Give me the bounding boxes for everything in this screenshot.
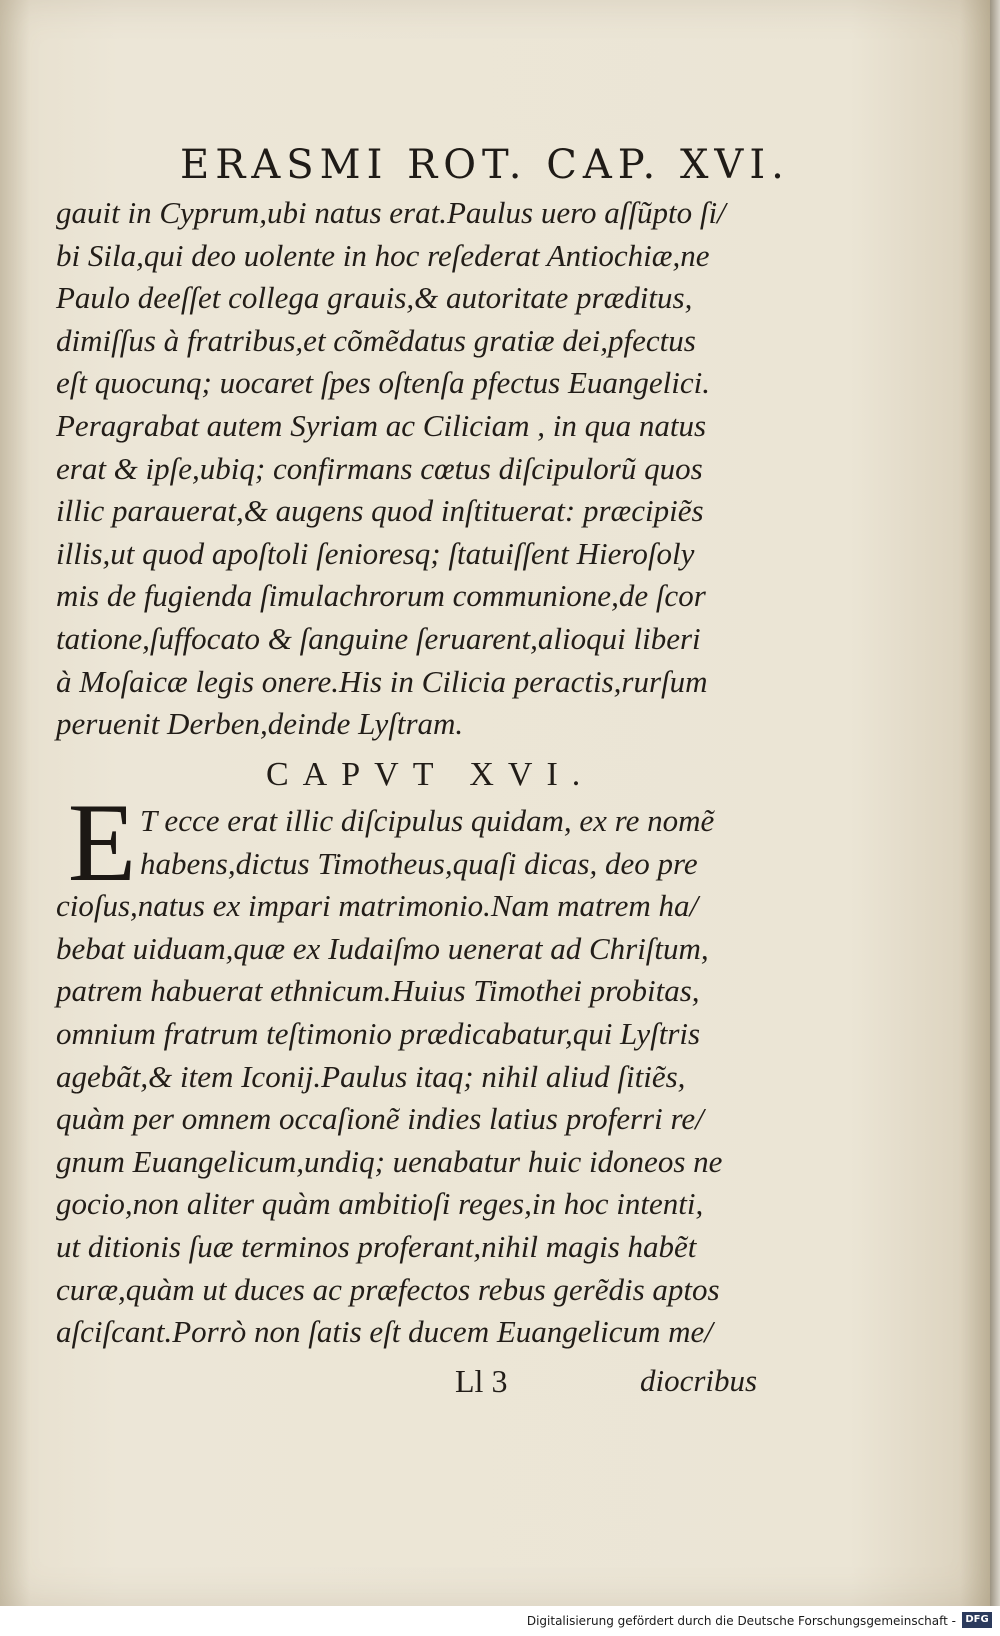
text-line: dimiſſus à fratribus,et cõmẽdatus gratiæ dei,pfectus bbox=[56, 322, 696, 358]
catchword: diocribus bbox=[640, 1363, 758, 1398]
text-line: Paulo deeſſet collega grauis,& autoritate præditus, bbox=[56, 280, 693, 316]
running-head: ERASMI ROT. CAP. XVI. bbox=[180, 142, 790, 188]
text-line: curæ,quàm ut duces ac præfectos rebus gerẽdis aptos bbox=[56, 1271, 720, 1307]
text-block-before-chapter bbox=[56, 192, 776, 746]
text-line: à Moſaicæ legis onere.His in Cilicia peractis,rurſum bbox=[56, 663, 708, 699]
text-line: illis,ut quod apoſtoli ſenioresq; ſtatuiſſent Hieroſoly bbox=[56, 535, 695, 571]
text-line: mis de fugienda ſimulachrorum communione,de ſcor bbox=[56, 578, 706, 614]
text-line: quàm per omnem occaſionẽ indies latius proferri re/ bbox=[56, 1101, 704, 1137]
text-line: Peragrabat autem Syriam ac Ciliciam , in qua natus bbox=[56, 407, 707, 443]
drop-cap-initial: E bbox=[67, 781, 137, 905]
text-line: T ecce erat illic diſcipulus quidam, ex re nomẽ bbox=[140, 803, 715, 838]
dfg-logo-icon: DFG bbox=[962, 1612, 992, 1628]
text-line: bebat uiduam,quæ ex Iudaiſmo uenerat ad Chriſtum, bbox=[56, 930, 709, 966]
funding-footer-bar bbox=[0, 1606, 1000, 1636]
signature-mark: Ll 3 bbox=[455, 1363, 508, 1399]
text-line: ut ditionis ſuæ terminos proferant,nihil magis habẽt bbox=[56, 1228, 697, 1264]
text-line: eſt quocunq; uocaret ſpes oſtenſa pfectus Euangelici. bbox=[56, 365, 710, 401]
text-line: aſciſcant.Porrò non ſatis eſt ducem Euangelicum me/ bbox=[56, 1314, 713, 1350]
text-line: gauit in Cyprum,ubi natus erat.Paulus uero aſſũpto ſi/ bbox=[56, 195, 726, 230]
text-line: erat & ipſe,ubiq; confirmans cœtus diſcipulorũ quos bbox=[56, 450, 703, 486]
text-line: patrem habuerat ethnicum.Huius Timothei probitas, bbox=[56, 973, 700, 1009]
text-line: agebãt,& item Iconij.Paulus itaq; nihil aliud ſitiẽs, bbox=[56, 1058, 686, 1094]
text-line: omnium fratrum teſtimonio prædicabatur,qui Lyſtris bbox=[56, 1015, 701, 1051]
text-line: cioſus,natus ex impari matrimonio.Nam matrem ha/ bbox=[56, 888, 699, 924]
text-line: habens,dictus Timotheus,quaſi dicas, deo pre bbox=[140, 845, 698, 881]
text-line: gocio,non aliter quàm ambitioſi reges,in hoc intenti, bbox=[56, 1186, 704, 1222]
funding-note: Digitalisierung gefördert durch die Deutsche Forschungsgemeinschaft - bbox=[526, 1614, 956, 1628]
chapter-heading: CAPVT XVI. bbox=[266, 756, 595, 793]
text-line: gnum Euangelicum,undiq; uenabatur huic idoneos ne bbox=[56, 1143, 723, 1179]
text-line: bi Sila,qui deo uolente in hoc reſederat Antiochiæ,ne bbox=[56, 237, 710, 273]
page-edge bbox=[990, 0, 1000, 1606]
text-line: illic parauerat,& augens quod inſtituerat: præcipiẽs bbox=[56, 493, 704, 529]
text-line: tatione,ſuffocato & ſanguine ſeruarent,alioqui liberi bbox=[56, 620, 701, 656]
chapter-text-block bbox=[56, 781, 776, 1354]
text-line: peruenit Derben,deinde Lyſtram. bbox=[56, 706, 464, 742]
